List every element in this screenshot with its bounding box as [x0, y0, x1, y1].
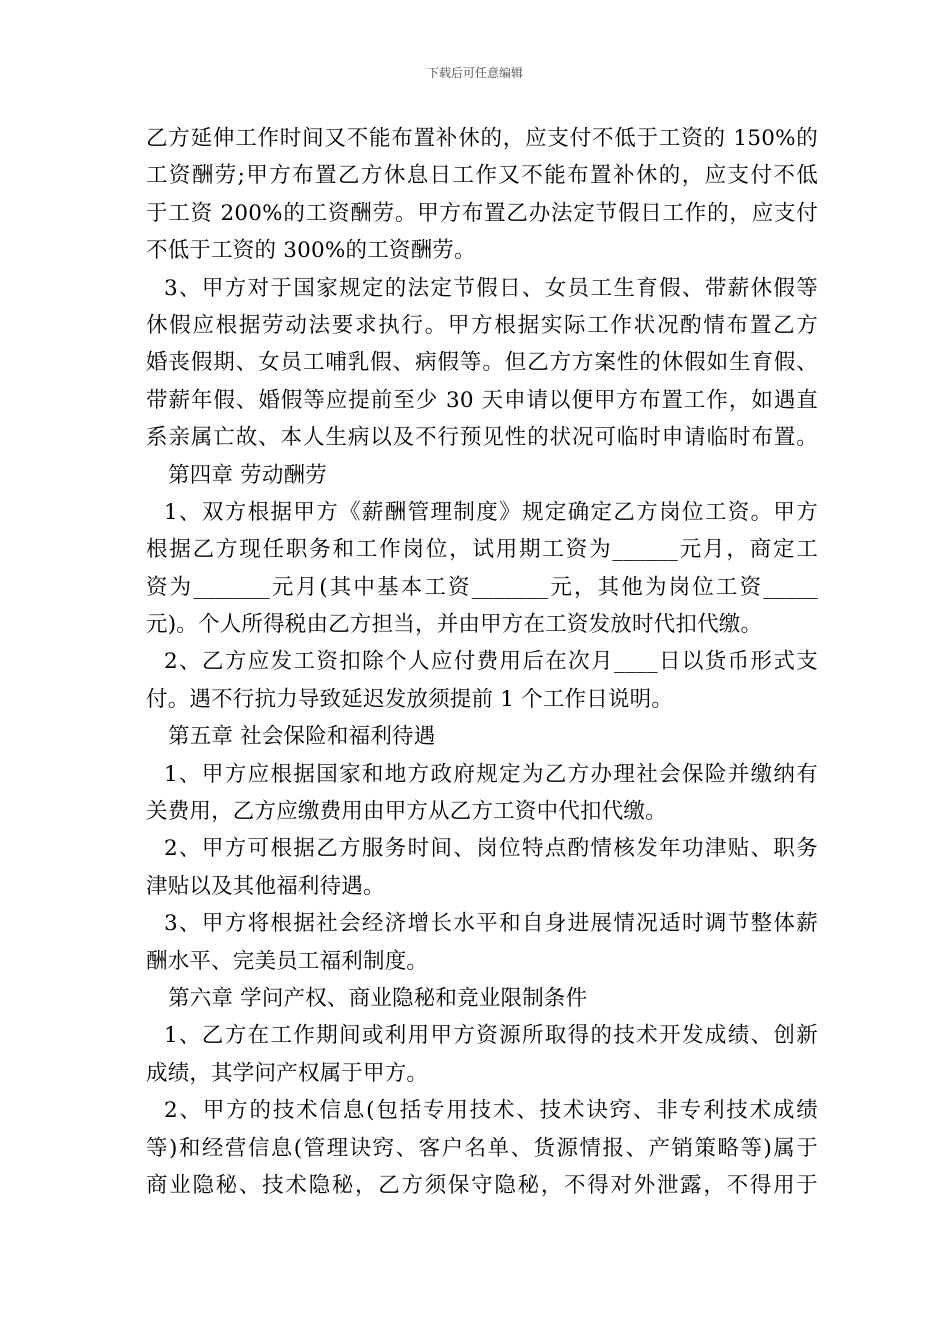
chapter-heading: 第六章 学问产权、商业隐秘和竞业限制条件	[168, 985, 588, 1011]
text-line: 成绩，其学问产权属于甲方。	[146, 1060, 429, 1086]
text-line: 1、乙方在工作期间或利用甲方资源所取得的技术开发成绩、创新	[164, 1023, 818, 1049]
page-header: 下载后可任意编辑	[426, 66, 523, 80]
text-line: 3、甲方将根据社会经济增长水平和自身进展情况适时调节整体薪	[164, 911, 818, 937]
chapter-heading: 第四章 劳动酬劳	[168, 462, 327, 488]
text-line: 2、乙方应发工资扣除个人应付费用后在次月____日以货币形式支	[164, 649, 818, 675]
document-body	[146, 120, 818, 1204]
text-line: 关费用，乙方应缴费用由甲方从乙方工资中代扣代缴。	[146, 799, 667, 825]
text-line: 2、甲方可根据乙方服务时间、岗位特点酌情核发年功津贴、职务	[164, 836, 818, 862]
text-line: 元)。个人所得税由乙方担当，并由甲方在工资发放时代扣代缴。	[146, 612, 763, 638]
text-line: 资为_______元月(其中基本工资_______元，其他为岗位工资_____	[146, 574, 818, 600]
text-line: 带薪年假、婚假等应提前至少 30 天申请以便甲方布置工作，如遇直	[146, 387, 818, 413]
text-line: 婚丧假期、女员工哺乳假、病假等。但乙方方案性的休假如生育假、	[146, 350, 818, 376]
text-line: 1、双方根据甲方《薪酬管理制度》规定确定乙方岗位工资。甲方	[164, 499, 818, 525]
text-line: 等)和经营信息(管理诀窍、客户名单、货源情报、产销策略等)属于	[146, 1135, 818, 1161]
text-line: 系亲属亡故、本人生病以及不行预见性的状况可临时申请临时布置。	[146, 425, 818, 451]
text-line: 3、甲方对于国家规定的法定节假日、女员工生育假、带薪休假等	[164, 275, 818, 301]
text-line: 工资酬劳;甲方布置乙方休息日工作又不能布置补休的，应支付不低	[146, 163, 818, 189]
chapter-heading: 第五章 社会保险和福利待遇	[168, 724, 436, 750]
text-line: 商业隐秘、技术隐秘，乙方须保守隐秘，不得对外泄露，不得用于	[146, 1172, 818, 1198]
text-line: 休假应根据劳动法要求执行。甲方根据实际工作状况酌情布置乙方	[146, 312, 818, 338]
text-line: 津贴以及其他福利待遇。	[146, 873, 385, 899]
text-line: 2、甲方的技术信息(包括专用技术、技术诀窍、非专利技术成绩	[164, 1098, 818, 1124]
text-line: 不低于工资的 300%的工资酬劳。	[146, 238, 476, 264]
text-line: 乙方延伸工作时间又不能布置补休的，应支付不低于工资的 150%的	[146, 126, 818, 151]
text-line: 于工资 200%的工资酬劳。甲方布置乙办法定节假日工作的，应支付	[146, 200, 818, 226]
text-line: 根据乙方现任职务和工作岗位，试用期工资为______元月，商定工	[146, 537, 818, 563]
text-line: 酬水平、完美员工福利制度。	[146, 948, 429, 974]
text-line: 1、甲方应根据国家和地方政府规定为乙方办理社会保险并缴纳有	[164, 761, 818, 787]
text-line: 付。遇不行抗力导致延迟发放须提前 1 个工作日说明。	[146, 686, 674, 712]
